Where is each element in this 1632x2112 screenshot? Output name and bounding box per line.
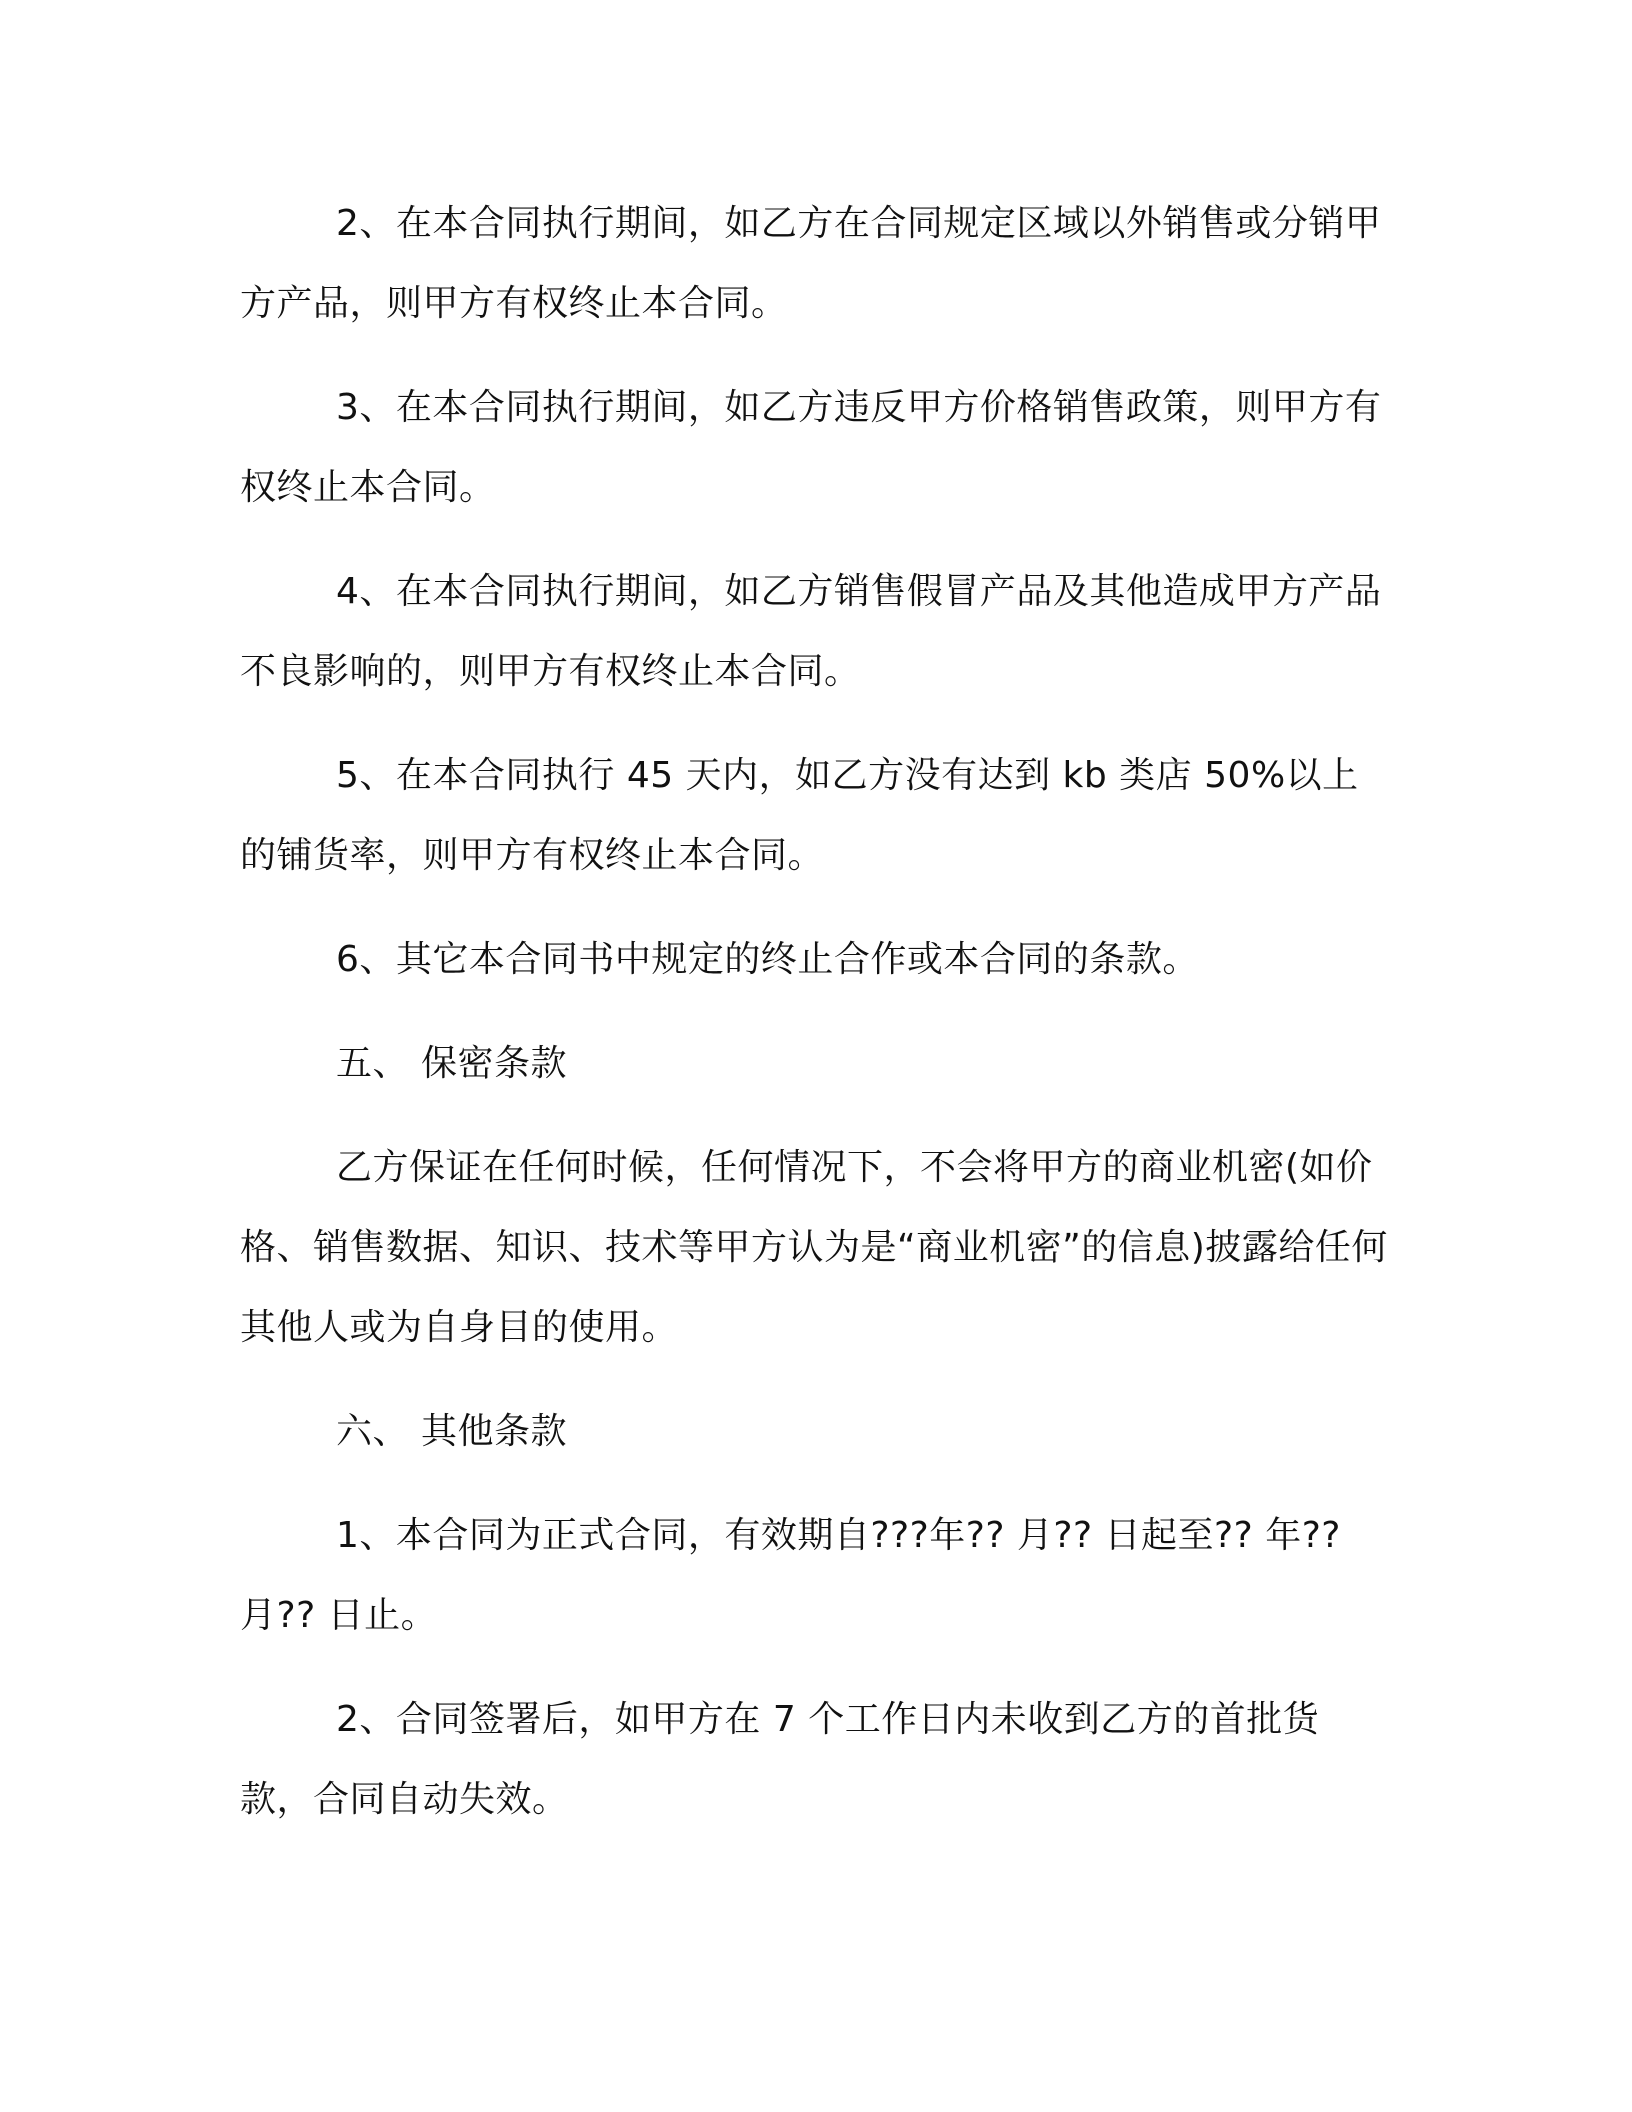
clause-termination-4: 4、在本合同执行期间，如乙方销售假冒产品及其他造成甲方产品不良影响的，则甲方有权终止本合同。: [240, 571, 1382, 692]
paragraph-gap: [240, 896, 1392, 920]
paragraph-gap: [240, 1000, 1392, 1024]
paragraph-gap: [240, 1368, 1392, 1392]
paragraph-gap: [240, 1472, 1392, 1496]
document-body: [240, 184, 1392, 1840]
clause-other-1: 1、本合同为正式合同，有效期自???年?? 月?? 日起至?? 年??月?? 日止。: [240, 1515, 1341, 1636]
clause-other-2: 2、合同签署后，如甲方在 7 个工作日内未收到乙方的首批货款，合同自动失效。: [240, 1699, 1320, 1820]
clause-confidentiality: 乙方保证在任何时候，任何情况下，不会将甲方的商业机密(如价格、销售数据、知识、技术等甲方认为是“商业机密”的信息)披露给任何其他人或为自身目的使用。: [240, 1147, 1388, 1348]
paragraph-gap: [240, 712, 1392, 736]
clause-termination-2: 2、在本合同执行期间，如乙方在合同规定区域以外销售或分销甲方产品，则甲方有权终止本合同。: [240, 203, 1382, 324]
paragraph-gap: [240, 1656, 1392, 1680]
paragraph-gap: [240, 344, 1392, 368]
clause-termination-5: 5、在本合同执行 45 天内，如乙方没有达到 kb 类店 50%以上的铺货率，则甲方有权终止本合同。: [240, 755, 1359, 876]
clause-termination-3: 3、在本合同执行期间，如乙方违反甲方价格销售政策，则甲方有权终止本合同。: [240, 387, 1382, 508]
clause-termination-6: 6、其它本合同书中规定的终止合作或本合同的条款。: [336, 939, 1199, 980]
paragraph-gap: [240, 1104, 1392, 1128]
section-heading-confidentiality: 五、 保密条款: [336, 1043, 567, 1084]
paragraph-gap: [240, 528, 1392, 552]
section-heading-other: 六、 其他条款: [336, 1411, 567, 1452]
